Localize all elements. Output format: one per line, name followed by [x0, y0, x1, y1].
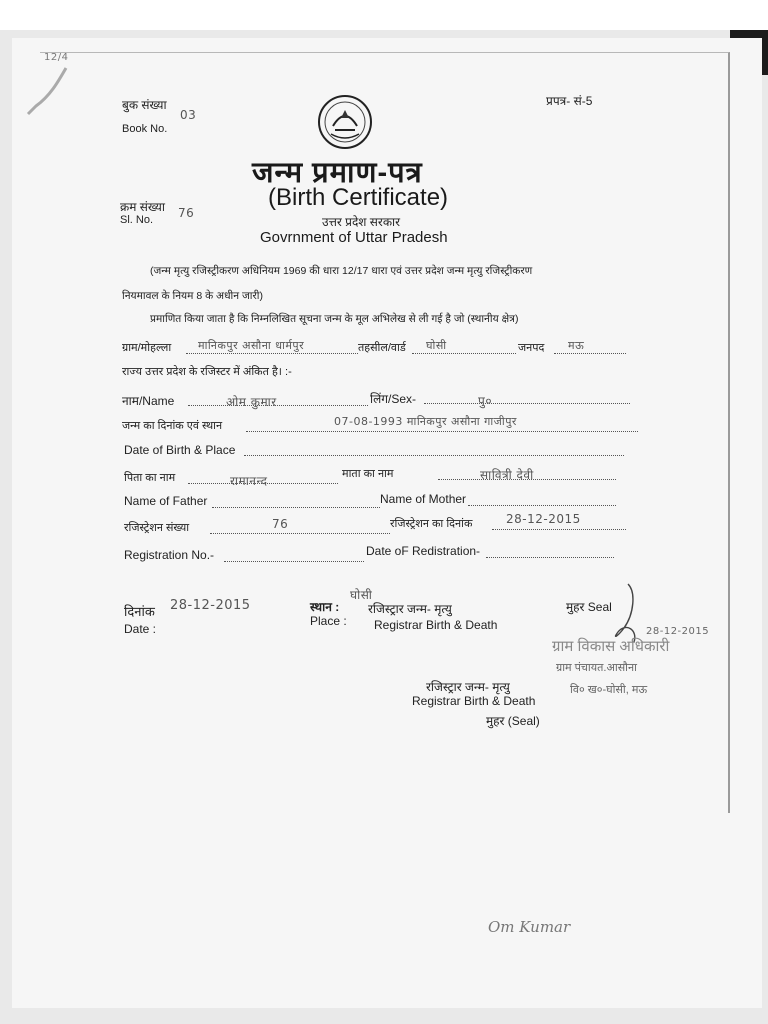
- dob-english-dotted-line: [244, 454, 624, 456]
- reg-date-label-english: Date oF Redistration-: [366, 544, 481, 558]
- scan-top-band: [0, 0, 768, 30]
- tehsil-label: तहसील/वार्ड: [358, 342, 406, 354]
- dob-place-value: 07-08-1993 मानिकपुर असौना गाजीपुर: [334, 415, 517, 428]
- serial-number-value: 76: [178, 206, 195, 220]
- reg-date-label-hindi: रजिस्ट्रेशन का दिनांक: [390, 518, 473, 530]
- seal2-label: मुहर (Seal): [486, 714, 540, 728]
- tehsil-value: घोसी: [426, 339, 447, 352]
- dob-dotted-line: [246, 430, 638, 432]
- name-label: नाम/Name: [122, 394, 175, 408]
- form-number: प्रपत्र- सं-5: [546, 94, 593, 108]
- reg-date-dotted-line: [492, 528, 626, 530]
- district-dotted-line: [554, 352, 626, 354]
- serial-label-english: Sl. No.: [120, 214, 154, 226]
- reg-no-english-dotted-line: [224, 560, 364, 562]
- registrar-hindi: रजिस्ट्रार जन्म- मृत्यु: [368, 602, 452, 616]
- title-english: (Birth Certificate): [268, 184, 449, 211]
- officer-stamp-title: ग्राम विकास अधिकारी: [552, 638, 670, 655]
- village-value: मानिकपुर असौना धार्मपुर: [198, 339, 305, 352]
- act-reference-line: (जन्म मृत्यु रजिस्ट्रीकरण अधिनियम 1969 की धारा 12/17 धारा एवं उत्तर प्रदेश जन्म मृत्यु रजिस्ट्रीकरण: [150, 265, 533, 277]
- father-label-hindi: पिता का नाम: [124, 472, 176, 484]
- reg-date-value: 28-12-2015: [506, 512, 581, 526]
- date-value: 28-12-2015: [170, 598, 251, 613]
- father-english-dotted-line: [212, 506, 380, 508]
- father-value: रामानन्द: [230, 474, 268, 488]
- name-dotted-line: [188, 404, 368, 406]
- reg-date-english-dotted-line: [486, 556, 614, 558]
- officer-stamp-block: वि० ख०-घोसी, मऊ: [570, 684, 648, 696]
- place-label-hindi: स्थान :: [310, 600, 340, 614]
- place-label-english: Place :: [310, 614, 347, 628]
- village-label: ग्राम/मोहल्ला: [122, 342, 172, 354]
- date-label-hindi: दिनांक: [124, 604, 155, 619]
- corner-scribble: [22, 62, 72, 117]
- dob-label-hindi: जन्म का दिनांक एवं स्थान: [122, 420, 223, 432]
- corner-note: 12/4: [44, 52, 69, 63]
- sex-label: लिंग/Sex-: [370, 392, 417, 406]
- mother-english-dotted-line: [468, 504, 616, 506]
- sex-value: पु०: [478, 394, 493, 408]
- name-value: ओम कुमार: [226, 395, 277, 409]
- book-number-value: 03: [180, 108, 197, 122]
- seal-label: मुहर Seal: [566, 600, 612, 614]
- registrar2-english: Registrar Birth & Death: [412, 694, 536, 708]
- reg-no-label-english: Registration No.-: [124, 548, 215, 562]
- act-reference-line-2: नियमावल के नियम 8 के अधीन जारी): [122, 290, 264, 302]
- father-label-english: Name of Father: [124, 494, 208, 508]
- dob-label-english: Date of Birth & Place: [124, 443, 236, 457]
- district-value: मऊ: [568, 339, 585, 352]
- mother-value: सावित्री देवी: [480, 468, 534, 482]
- district-label: जनपद: [518, 342, 545, 354]
- registrar-english: Registrar Birth & Death: [374, 618, 498, 632]
- officer-stamp-panchayat: ग्राम पंचायत.आसौना: [556, 662, 637, 674]
- reg-no-dotted-line: [210, 532, 390, 534]
- book-label-english: Book No.: [122, 123, 168, 135]
- mother-label-hindi: माता का नाम: [342, 468, 394, 480]
- reg-no-value: 76: [272, 517, 289, 531]
- government-hindi: उत्तर प्रदेश सरकार: [322, 215, 401, 229]
- mother-label-english: Name of Mother: [380, 492, 467, 506]
- sex-dotted-line: [424, 402, 630, 404]
- applicant-signature: Om Kumar: [488, 918, 571, 936]
- registrar2-hindi: रजिस्ट्रार जन्म- मृत्यु: [426, 680, 510, 694]
- reg-no-label-hindi: रजिस्ट्रेशन संख्या: [124, 522, 190, 534]
- title-hindi: जन्म प्रमाण-पत्र: [252, 157, 423, 189]
- place-value: घोसी: [350, 588, 373, 602]
- certification-statement: प्रमाणित किया जाता है कि निम्नलिखित सूचना जन्म के मूल अभिलेख से ली गई है जो (स्थानीय क्षेत्र): [150, 313, 519, 325]
- book-label-hindi: बुक संख्या: [122, 98, 167, 112]
- up-government-emblem: [317, 94, 373, 150]
- stamp-date: 28-12-2015: [646, 626, 710, 637]
- date-label-english: Date :: [124, 622, 157, 636]
- government-english: Govrnment of Uttar Pradesh: [260, 229, 448, 246]
- state-register-line: राज्य उत्तर प्रदेश के रजिस्टर में अंकित है। :-: [122, 366, 292, 378]
- serial-label-hindi: क्रम संख्या: [120, 200, 165, 214]
